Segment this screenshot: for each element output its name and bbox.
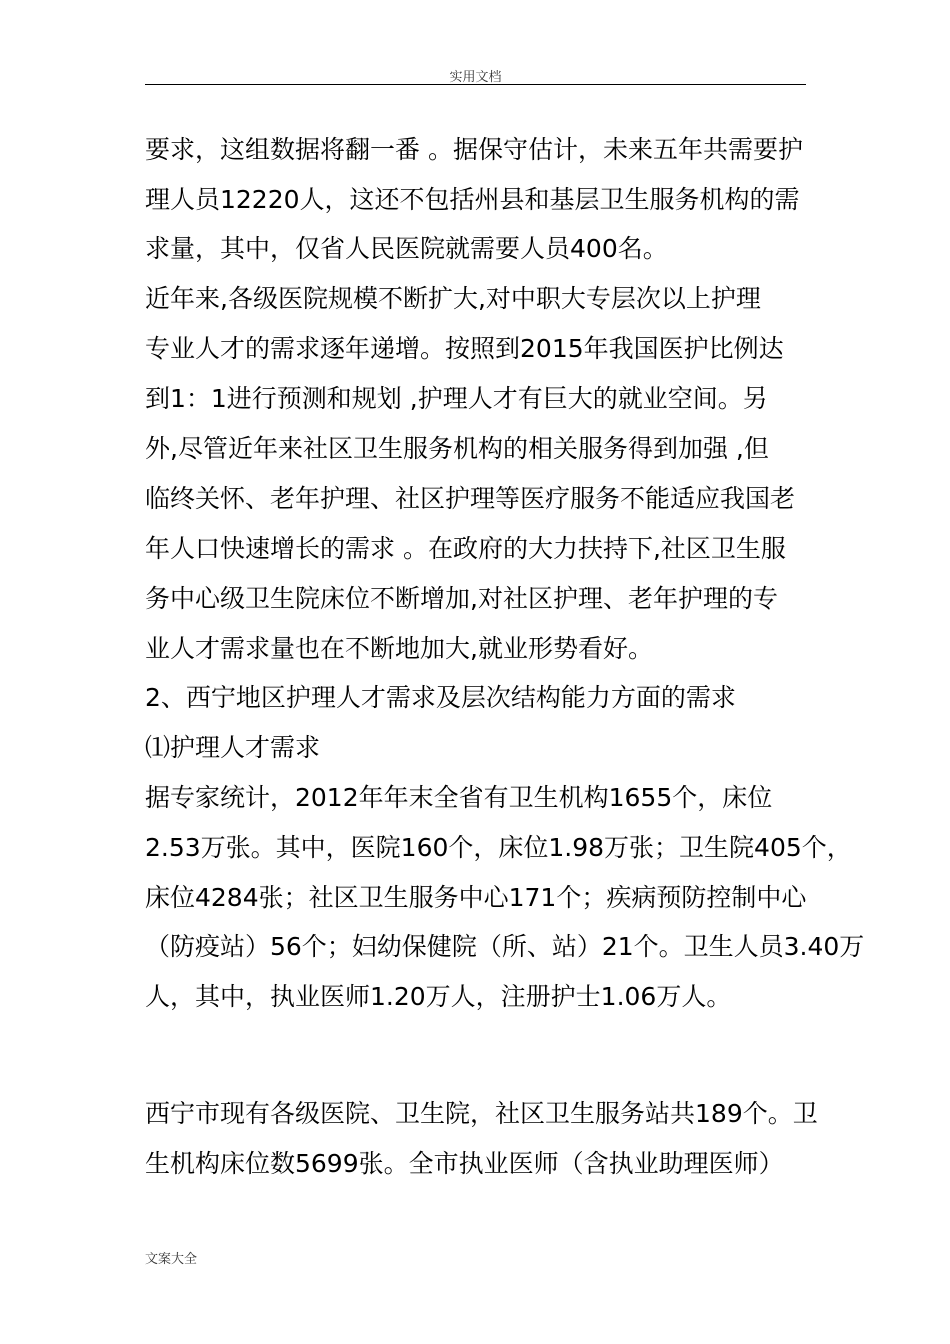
- text-line: 床位4284张；社区卫生服务中心171个；疾病预防控制中心: [145, 883, 807, 912]
- text-line: 专业人才的需求逐年递增。按照到2015年我国医护比例达: [145, 334, 784, 363]
- page-header: 实用文档: [449, 70, 502, 85]
- text-line: 近年来,各级医院规模不断扩大,对中职大专层次以上护理: [145, 284, 761, 313]
- text-line: 生机构床位数5699张。全市执业医师（含执业助理医师）: [145, 1149, 784, 1178]
- text-line: 到1：1进行预测和规划 ,护理人才有巨大的就业空间。另: [145, 384, 768, 413]
- text-line: 2.53万张。其中，医院160个，床位1.98万张；卫生院405个，: [145, 833, 852, 862]
- text-line: 人，其中，执业医师1.20万人，注册护士1.06万人。: [145, 982, 732, 1011]
- text-line: 年人口快速增长的需求 。在政府的大力扶持下,社区卫生服: [145, 534, 786, 563]
- text-line: 求量，其中，仅省人民医院就需要人员400名。: [145, 234, 668, 263]
- text-line: （防疫站）56个；妇幼保健院（所、站）21个。卫生人员3.40万: [145, 932, 865, 961]
- section-heading: 2、西宁地区护理人才需求及层次结构能力方面的需求: [145, 683, 736, 712]
- text-line: 务中心级卫生院床位不断增加,对社区护理、老年护理的专: [145, 584, 778, 613]
- text-line: 据专家统计，2012年年末全省有卫生机构1655个，床位: [145, 783, 773, 812]
- text-line: 西宁市现有各级医院、卫生院，社区卫生服务站共189个。卫: [145, 1099, 818, 1128]
- text-line: 业人才需求量也在不断地加大,就业形势看好。: [145, 634, 653, 663]
- header-rule: [145, 84, 806, 85]
- text-line: 临终关怀、老年护理、社区护理等医疗服务不能适应我国老: [145, 484, 796, 513]
- text-line: 要求，这组数据将翻一番 。据保守估计，未来五年共需要护: [145, 135, 803, 164]
- subsection-heading: ⑴护理人才需求: [145, 733, 321, 762]
- page-footer: 文案大全: [145, 1252, 198, 1267]
- text-line: 理人员12220人，这还不包括州县和基层卫生服务机构的需: [145, 185, 800, 214]
- text-line: 外,尽管近年来社区卫生服务机构的相关服务得到加强 ,但: [145, 434, 769, 463]
